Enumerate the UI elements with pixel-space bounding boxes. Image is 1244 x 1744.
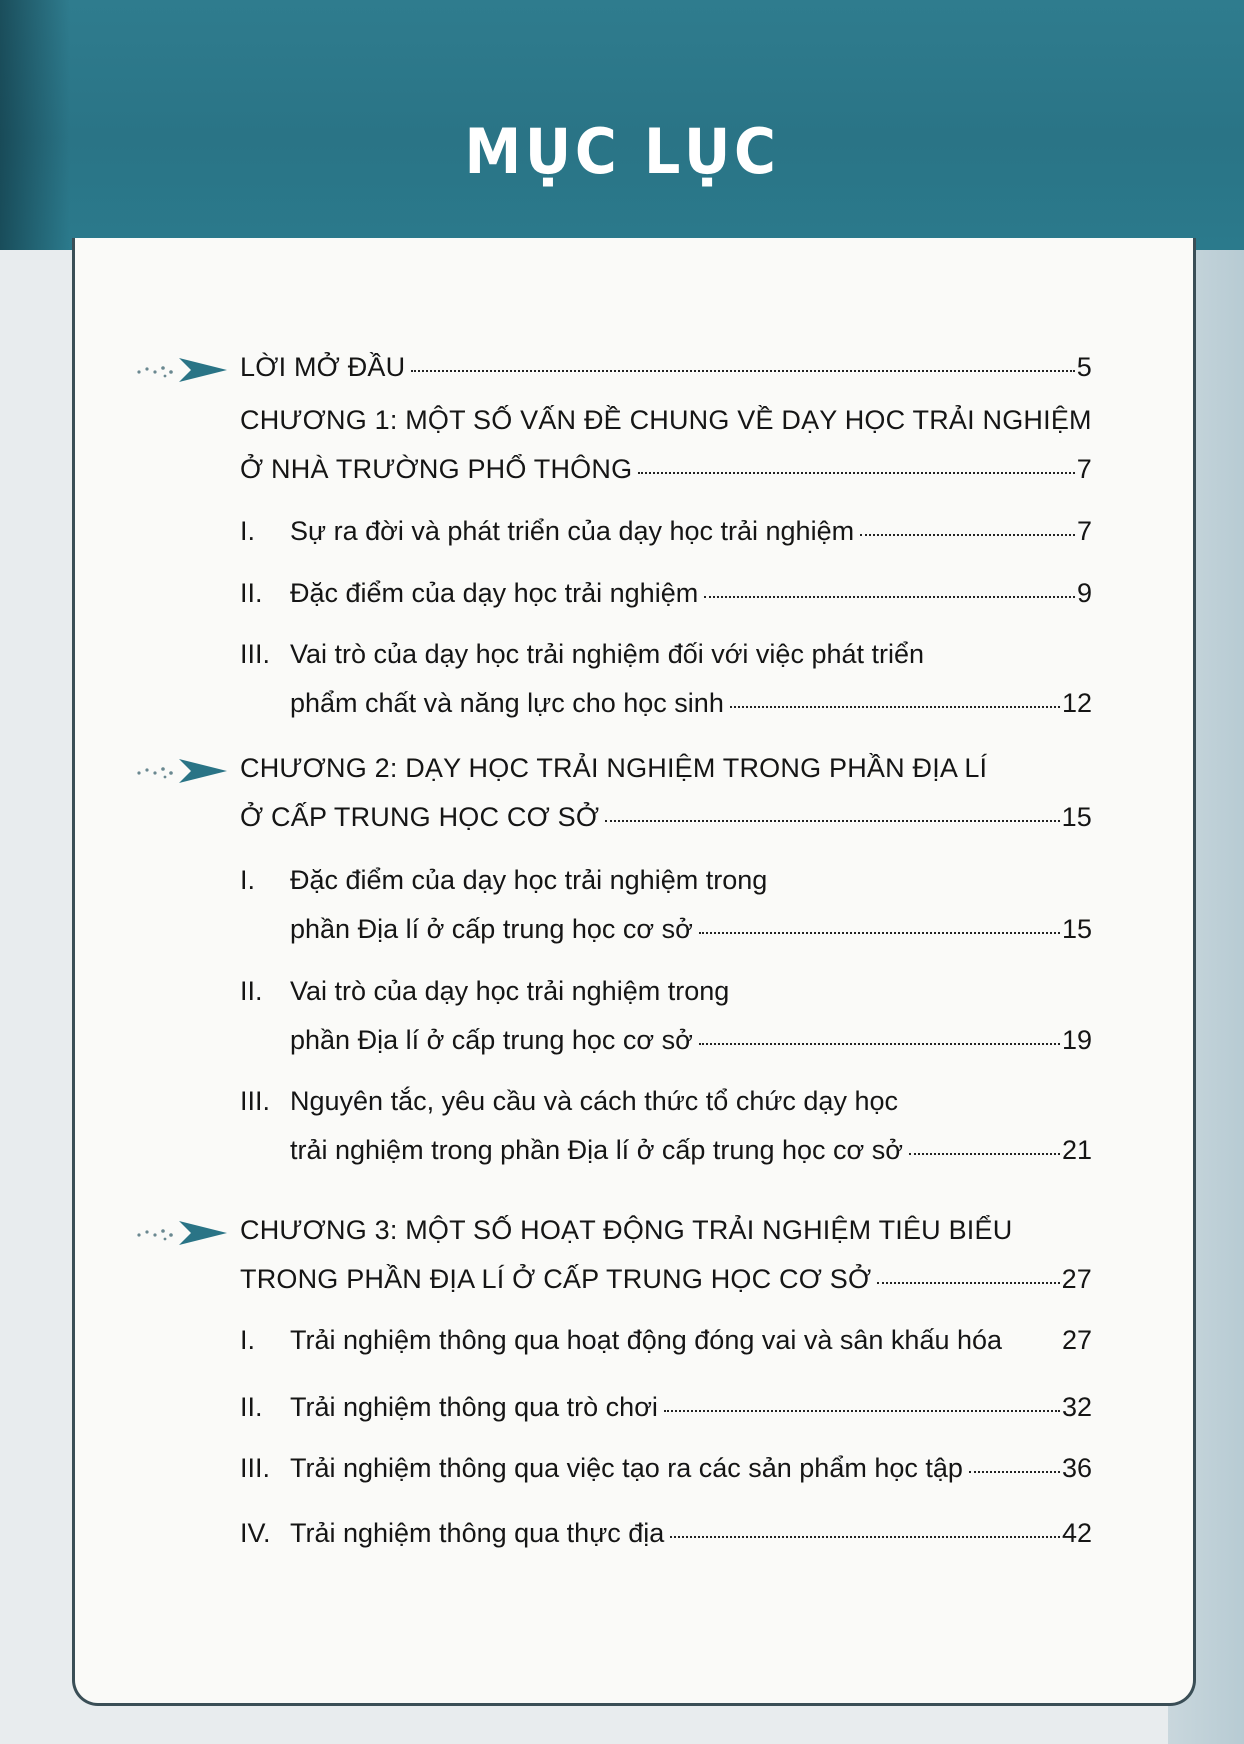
toc-label: CHƯƠNG 2: DẠY HỌC TRẢI NGHIỆM TRONG PHẦN ĐỊA LÍ <box>240 753 988 783</box>
toc-numeral: II. <box>240 1392 263 1422</box>
toc-entry-1-3[interactable] <box>290 686 1092 720</box>
dot-leader <box>909 1153 1060 1155</box>
toc-page-number: 27 <box>1061 1325 1092 1355</box>
dot-leader <box>670 1536 1060 1538</box>
toc-chapter-1-title[interactable] <box>240 403 1092 437</box>
dot-leader <box>1008 1343 1060 1345</box>
arrow-marker-icon <box>135 751 235 791</box>
toc-page-number: 32 <box>1061 1392 1092 1422</box>
toc-label: Đặc điểm của dạy học trải nghiệm <box>290 578 699 608</box>
toc-label: Ở CẤP TRUNG HỌC CƠ SỞ <box>240 802 600 832</box>
toc-label: Trải nghiệm thông qua thực địa <box>290 1518 665 1548</box>
dot-leader <box>877 1282 1059 1284</box>
dot-leader <box>664 1410 1060 1412</box>
dot-leader <box>699 1043 1060 1045</box>
toc-label: Ở NHÀ TRƯỜNG PHỔ THÔNG <box>240 454 633 484</box>
toc-page-number: 5 <box>1076 352 1092 382</box>
toc-page-number: 7 <box>1076 516 1092 546</box>
dot-leader <box>699 932 1060 934</box>
toc-label: Vai trò của dạy học trải nghiệm đối với việc phát triển <box>290 639 925 669</box>
toc-label: Trải nghiệm thông qua trò chơi <box>290 1392 658 1422</box>
toc-page-number: 42 <box>1061 1518 1092 1548</box>
toc-entry-3-4[interactable] <box>240 1516 1092 1550</box>
toc-numeral: II. <box>240 578 263 608</box>
toc-page-number: 15 <box>1061 802 1092 832</box>
toc-page-number: 36 <box>1061 1453 1092 1483</box>
toc-entry-intro[interactable] <box>240 350 1092 384</box>
toc-label: Trải nghiệm thông qua việc tạo ra các sản phẩm học tập <box>290 1453 963 1483</box>
dot-leader <box>730 706 1060 708</box>
toc-page-number: 7 <box>1076 454 1092 484</box>
toc-entry-chapter-1[interactable] <box>240 452 1092 486</box>
page-title: MỤC LỤC <box>464 115 780 188</box>
toc-chapter-2-title[interactable] <box>240 751 987 785</box>
toc-entry-2-1[interactable] <box>290 912 1092 946</box>
toc-numeral: I. <box>240 516 256 546</box>
toc-page-number: 9 <box>1076 578 1092 608</box>
toc-label: Trải nghiệm thông qua hoạt động đóng vai và sân khấu hóa <box>290 1325 1003 1355</box>
arrow-marker-icon <box>135 350 235 390</box>
toc-page-number: 27 <box>1061 1264 1092 1294</box>
toc-entry-1-1[interactable] <box>240 514 1092 548</box>
arrow-marker-icon <box>135 1213 235 1253</box>
toc-numeral: III. <box>240 639 271 669</box>
dot-leader <box>605 820 1059 822</box>
toc-numeral: III. <box>240 1453 271 1483</box>
toc-numeral: IV. <box>240 1518 271 1548</box>
dot-leader <box>969 1471 1060 1473</box>
toc-label: Đặc điểm của dạy học trải nghiệm trong <box>290 865 768 895</box>
toc-entry-1-2[interactable] <box>240 576 1092 610</box>
toc-entry-3-3[interactable] <box>240 1451 1092 1485</box>
dot-leader <box>411 370 1074 372</box>
toc-numeral: I. <box>240 865 256 895</box>
toc-entry-1-3-line1[interactable] <box>240 637 924 671</box>
toc-entry-2-1-line1[interactable] <box>240 863 767 897</box>
toc-label: phần Địa lí ở cấp trung học cơ sở <box>290 1025 693 1055</box>
toc-chapter-3-title[interactable] <box>240 1213 1012 1247</box>
toc-label: phần Địa lí ở cấp trung học cơ sở <box>290 914 693 944</box>
toc-page-number: 12 <box>1061 688 1092 718</box>
toc-numeral: I. <box>240 1325 256 1355</box>
toc-numeral: II. <box>240 976 263 1006</box>
toc-entry-2-3[interactable] <box>290 1133 1092 1167</box>
toc-numeral: III. <box>240 1086 271 1116</box>
toc-label: trải nghiệm trong phần Địa lí ở cấp trung học cơ sở <box>290 1135 903 1165</box>
dot-leader <box>638 472 1074 474</box>
toc-entry-chapter-3[interactable] <box>240 1262 1092 1296</box>
toc-entry-3-2[interactable] <box>240 1390 1092 1424</box>
toc-label: CHƯƠNG 1: MỘT SỐ VẤN ĐỀ CHUNG VỀ DẠY HỌC TRẢI NGHIỆM <box>240 405 1092 435</box>
toc-page-number: 21 <box>1061 1135 1092 1165</box>
toc-label: TRONG PHẦN ĐỊA LÍ Ở CẤP TRUNG HỌC CƠ SỞ <box>240 1264 872 1294</box>
toc-label: Vai trò của dạy học trải nghiệm trong <box>290 976 730 1006</box>
toc-entry-2-2[interactable] <box>290 1023 1092 1057</box>
toc-label: LỜI MỞ ĐẦU <box>240 352 406 382</box>
dot-leader <box>860 534 1075 536</box>
toc-label: Sự ra đời và phát triển của dạy học trải nghiệm <box>290 516 855 546</box>
toc-entry-3-1[interactable] <box>240 1323 1092 1357</box>
toc-label: phẩm chất và năng lực cho học sinh <box>290 688 724 718</box>
toc-entry-2-2-line1[interactable] <box>240 974 729 1008</box>
toc-entry-2-3-line1[interactable] <box>240 1084 898 1118</box>
toc-page-number: 15 <box>1061 914 1092 944</box>
dot-leader <box>704 596 1075 598</box>
toc-page-number: 19 <box>1061 1025 1092 1055</box>
toc-label: Nguyên tắc, yêu cầu và cách thức tổ chức dạy học <box>290 1086 898 1116</box>
toc-label: CHƯƠNG 3: MỘT SỐ HOẠT ĐỘNG TRẢI NGHIỆM TIÊU BIỂU <box>240 1215 1013 1245</box>
toc-entry-chapter-2[interactable] <box>240 800 1092 834</box>
